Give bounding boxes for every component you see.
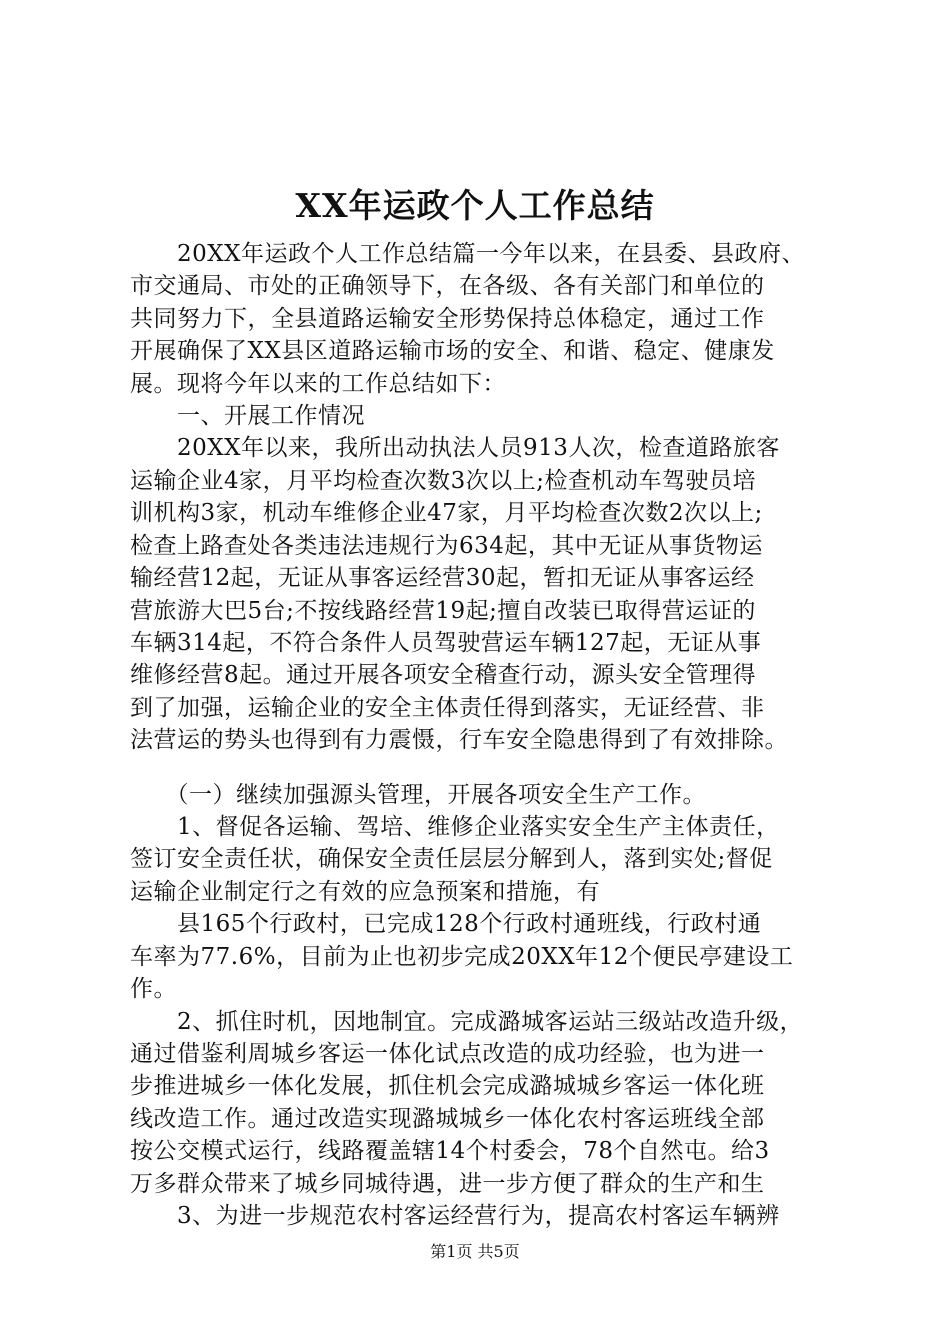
body-line: 展。现将今年以来的工作总结如下：: [130, 371, 506, 397]
body-line: 县165个行政村，已完成128个行政村通班线，行政村通: [130, 911, 762, 937]
body-line: 通过借鉴利周城乡客运一体化试点改造的成功经验，也为进一: [130, 1041, 765, 1067]
document-title: XX年运政个人工作总结: [295, 186, 655, 225]
body-line: 按公交模式运行，线路覆盖辖14个村委会，78个自然屯。给3: [130, 1138, 770, 1164]
body-line: 签订安全责任状，确保安全责任层层分解到人，落到实处;督促: [130, 846, 773, 872]
body-line: 运输企业4家，月平均检查次数3次以上;检查机动车驾驶员培: [130, 468, 757, 494]
body-line: 共同努力下，全县道路运输安全形势保持总体稳定，通过工作: [130, 306, 765, 332]
body-line: 输经营12起，无证从事客运经营30起，暂扣无证从事客运经: [130, 565, 755, 591]
body-line: 20XX年以来，我所出动执法人员913人次，检查道路旅客: [130, 435, 780, 461]
body-line: 维修经营8起。通过开展各项安全稽查行动，源头安全管理得: [130, 662, 757, 688]
body-line: 营旅游大巴5台;不按线路经营19起;擅自改装已取得营运证的: [130, 598, 756, 624]
body-line: 训机构3家，机动车维修企业47家，月平均检查次数2次以上;: [130, 500, 763, 526]
body-line: 20XX年运政个人工作总结篇一今年以来，在县委、县政府、: [130, 241, 806, 267]
body-line: 步推进城乡一体化发展，抓住机会完成潞城城乡客运一体化班: [130, 1073, 765, 1099]
body-line: 作。: [130, 976, 177, 1002]
section-heading: 一、开展工作情况: [130, 403, 365, 429]
body-line: 3、为进一步规范农村客运经营行为，提高农村客运车辆辨: [130, 1203, 780, 1229]
body-line: 检查上路查处各类违法违规行为634起，其中无证从事货物运: [130, 533, 763, 559]
page-footer: 第1页 共5页: [430, 1242, 520, 1261]
body-line: 2、抓住时机，因地制宜。完成潞城客运站三级站改造升级，: [130, 1009, 804, 1035]
body-line: 线改造工作。通过改造实现潞城城乡一体化农村客运班线全部: [130, 1106, 765, 1132]
body-line: 车辆314起，不符合条件人员驾驶营运车辆127起，无证从事: [130, 630, 762, 656]
body-line: 车率为77.6%，目前为止也初步完成20XX年12个便民亭建设工: [130, 944, 794, 970]
body-line: 市交通局、市处的正确领导下，在各级、各有关部门和单位的: [130, 273, 765, 299]
body-line: 运输企业制定行之有效的应急预案和措施，有: [130, 879, 600, 905]
body-line: 万多群众带来了城乡同城待遇，进一步方便了群众的生产和生: [130, 1171, 765, 1197]
body-line: 到了加强，运输企业的安全主体责任得到落实，无证经营、非: [130, 695, 765, 721]
subsection-heading: （一）继续加强源头管理，开展各项安全生产工作。: [130, 782, 706, 808]
body-line: 法营运的势头也得到有力震慑，行车安全隐患得到了有效排除。: [130, 727, 788, 753]
body-line: 开展确保了XX县区道路运输市场的安全、和谐、稳定、健康发: [130, 338, 775, 364]
body-line: 1、督促各运输、驾培、维修企业落实安全生产主体责任，: [130, 814, 780, 840]
